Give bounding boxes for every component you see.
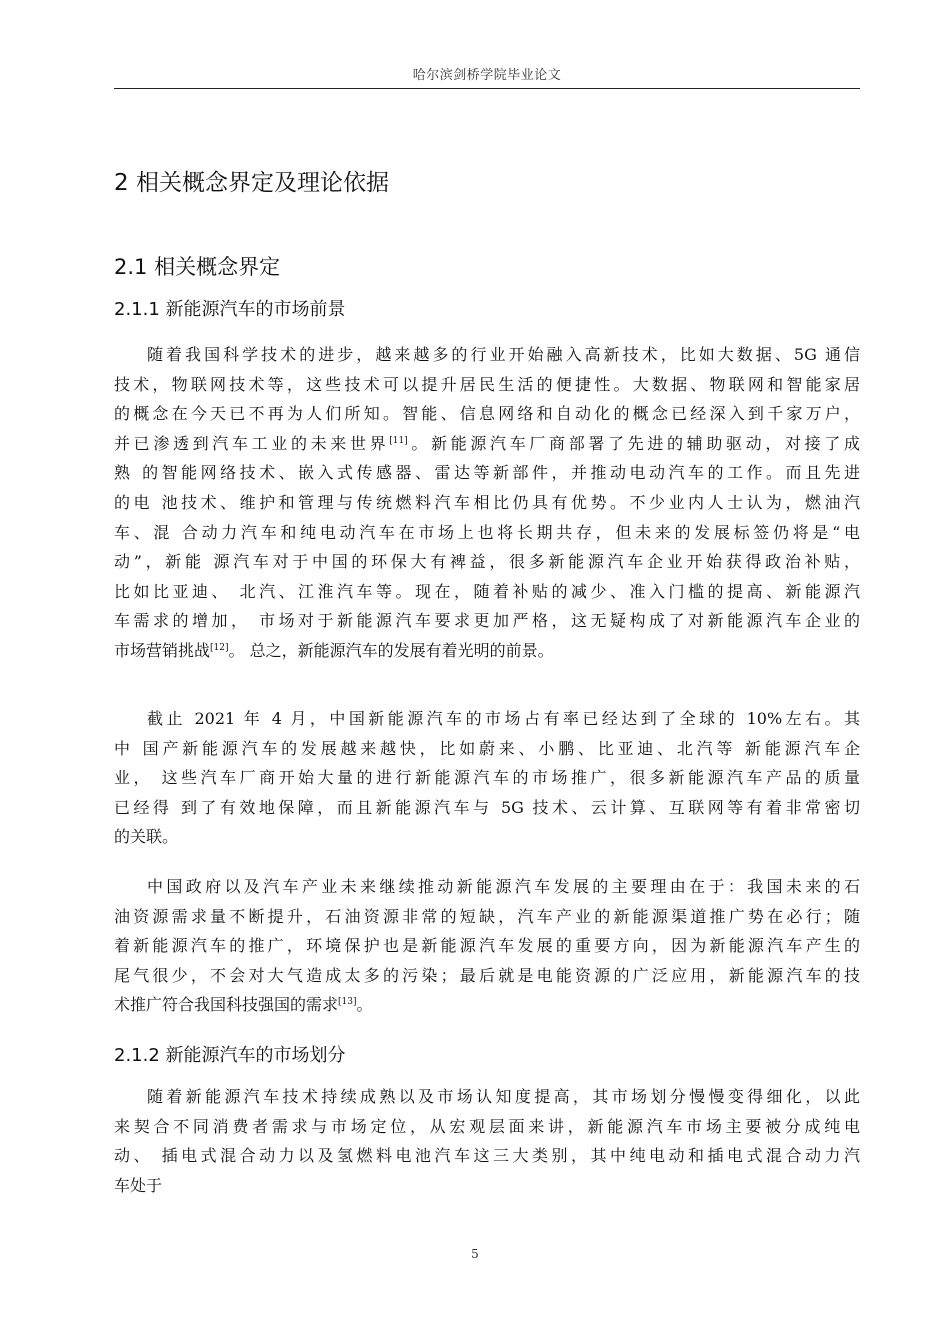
paragraph-market-prospect-3 bbox=[114, 872, 860, 1020]
text-line: 技术，物联网技术等，这些技术可以提升居民生活的便捷性。大数据、物联网和智能家居 bbox=[114, 374, 860, 394]
paragraph-market-prospect-1 bbox=[114, 340, 860, 666]
page-number: 5 bbox=[471, 1247, 479, 1261]
text-line: 来契合不同消费者需求与市场定位，从宏观层面来讲，新能源汽车市场主要被分成纯电 bbox=[114, 1116, 860, 1136]
text-line: 比如比亚迪、 北汽、江淮汽车等。现在，随着补贴的减少、准入门槛的提高、新能源汽 bbox=[114, 581, 860, 601]
text-line: 着新能源汽车的推广，环境保护也是新能源汽车发展的重要方向，因为新能源汽车产生的 bbox=[114, 936, 860, 956]
paragraph-market-segmentation bbox=[114, 1082, 860, 1200]
text-fragment: 术推广符合我国科技强国的需求 bbox=[114, 995, 339, 1015]
text-fragment: 。 bbox=[356, 995, 373, 1015]
running-header: 哈尔滨剑桥学院毕业论文 bbox=[412, 68, 562, 83]
text-fragment: 。新能源汽车厂商部署了先进的辅助驱动，对接了成 bbox=[407, 433, 860, 453]
text-line: 中国政府以及汽车产业未来继续推动新能源汽车发展的主要理由在于：我国未来的石 bbox=[147, 877, 860, 896]
text-line: 动”，新能 源汽车对于中国的环保大有裨益，很多新能源汽车企业开始获得政治补贴， bbox=[114, 552, 860, 572]
text-fragment: 并已渗透到汽车工业的未来世界 bbox=[114, 433, 390, 453]
text-line: 随着我国科学技术的进步，越来越多的行业开始融入高新技术，比如大数据、5G 通信 bbox=[147, 345, 860, 364]
text-line: 业， 这些汽车厂商开始大量的进行新能源汽车的市场推广，很多新能源汽车产品的质量 bbox=[114, 768, 860, 788]
text-line bbox=[114, 429, 860, 459]
chapter-title: 2 相关概念界定及理论依据 bbox=[114, 170, 389, 196]
text-line: 车需求的增加， 市场对于新能源汽车要求更加严格，这无疑构成了对新能源汽车企业的 bbox=[114, 611, 860, 631]
text-line: 中 国产新能源汽车的发展越来越快，比如蔚来、小鹏、比亚迪、北汽等 新能源汽车企 bbox=[114, 738, 860, 758]
text-fragment: 。 总之，新能源汽车的发展有着光明的前景。 bbox=[228, 640, 554, 660]
text-line: 随着新能源汽车技术持续成熟以及市场认知度提高，其市场划分慢慢变得细化，以此 bbox=[147, 1087, 860, 1106]
text-line: 截止 2021 年 4 月，中国新能源汽车的市场占有率已经达到了全球的 10%左右。其 bbox=[147, 709, 860, 728]
text-line: 已经得 到了有效地保障，而且新能源汽车与 5G 技术、云计算、互联网等有着非常密切 bbox=[114, 797, 860, 817]
text-line: 的概念在今天已不再为人们所知。智能、信息网络和自动化的概念已经深入到千家万户， bbox=[114, 404, 860, 424]
text-line: 熟 的智能网络技术、嵌入式传感器、雷达等新部件，并推动电动汽车的工作。而且先进 bbox=[114, 463, 860, 483]
text-line: 的关联。 bbox=[114, 827, 179, 847]
citation-ref: [12] bbox=[210, 642, 229, 653]
section-title-2-1-2: 2.1.2 新能源汽车的市场划分 bbox=[114, 1045, 346, 1066]
text-line bbox=[114, 990, 860, 1020]
citation-ref: [11] bbox=[389, 435, 408, 446]
text-line: 动、 插电式混合动力以及氢燃料电池汽车这三大类别，其中纯电动和插电式混合动力汽 bbox=[114, 1146, 860, 1166]
text-line: 尾气很少，不会对大气造成太多的污染；最后就是电能资源的广泛应用，新能源汽车的技 bbox=[114, 965, 860, 985]
text-line: 油资源需求量不断提升，石油资源非常的短缺，汽车产业的新能源渠道推广势在必行；随 bbox=[114, 906, 860, 926]
paragraph-market-prospect-2 bbox=[114, 704, 860, 852]
header-rule bbox=[114, 88, 860, 89]
text-line: 车、混 合动力汽车和纯电动汽车在市场上也将长期共存，但未来的发展标签仍将是“电 bbox=[114, 522, 860, 542]
text-line: 的电 池技术、维护和管理与传统燃料汽车相比仍具有优势。不少业内人士认为，燃油汽 bbox=[114, 492, 860, 512]
text-line: 车处于 bbox=[114, 1175, 163, 1195]
section-title-2-1-1: 2.1.1 新能源汽车的市场前景 bbox=[114, 299, 346, 320]
citation-ref: [13] bbox=[338, 997, 357, 1008]
text-fragment: 市场营销挑战 bbox=[114, 640, 211, 660]
text-line bbox=[114, 636, 860, 666]
section-title-2-1: 2.1 相关概念界定 bbox=[114, 255, 281, 279]
